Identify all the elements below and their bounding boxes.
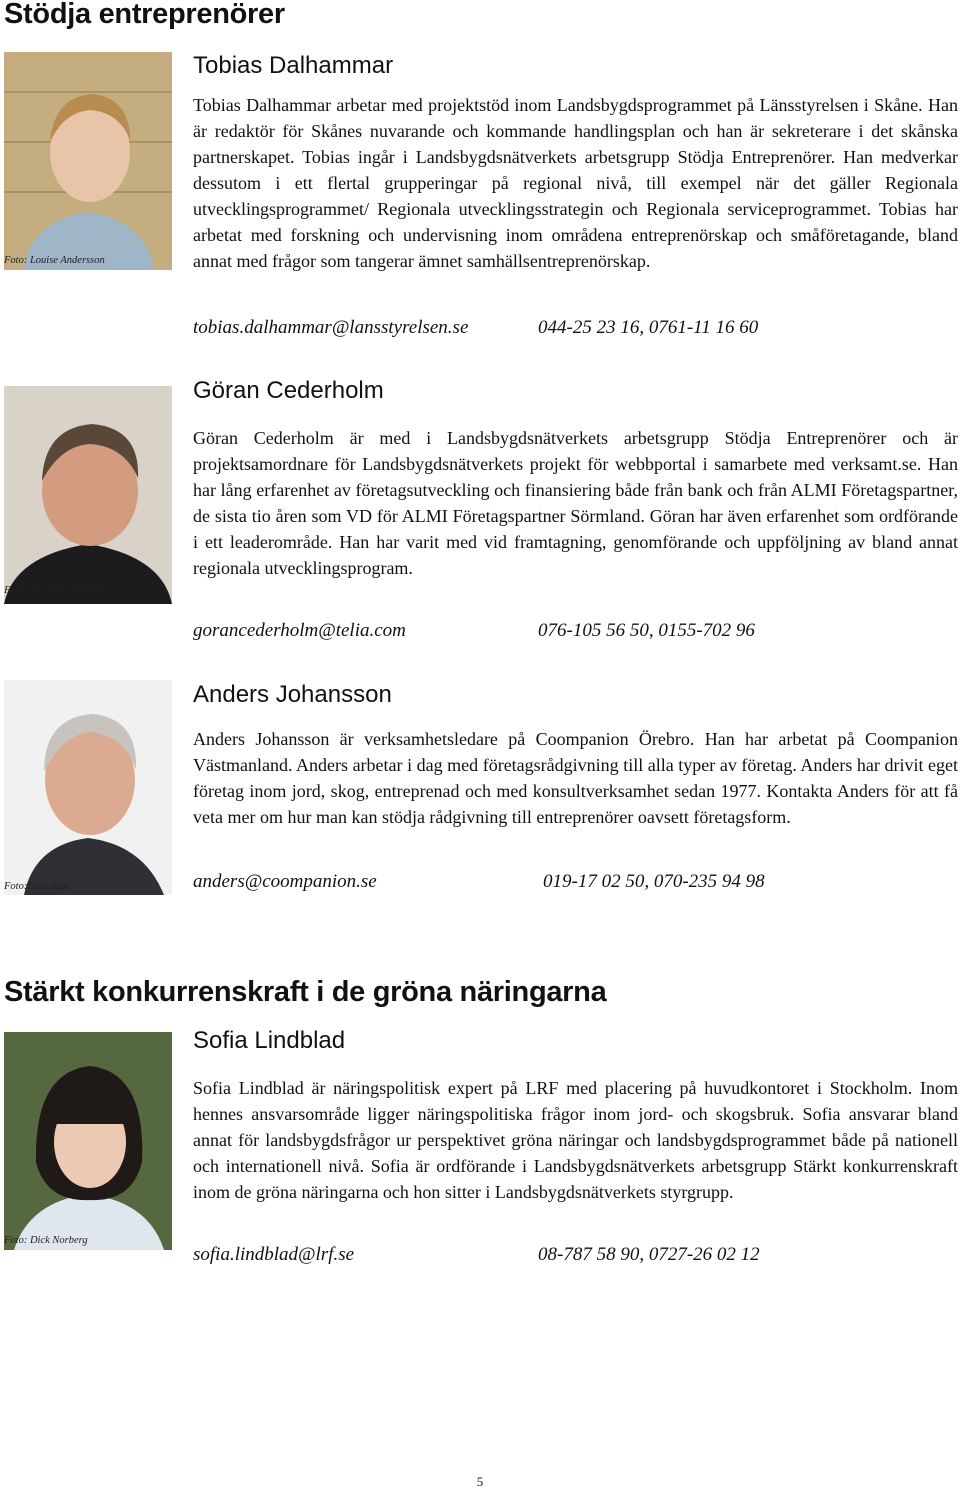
person-name: Tobias Dalhammar bbox=[193, 52, 394, 79]
person-name: Sofia Lindblad bbox=[193, 1027, 346, 1054]
email-link[interactable]: anders@coompanion.se bbox=[193, 871, 377, 892]
person-bio: Göran Cederholm är med i Landsbygdsnätverkets arbetsgrupp Stödja Entreprenörer och är projektsamordnare för Landsbygdsnätverkets projekt för webbportal i samarbete med verksamt.se. Han har lång erfarenhet av företagsutveckling och finansiering både från bank och från ALMI Företagspartner, de sista tio åren som VD för ALMI Företagspartner Sörmland. Göran har även erfarenhet som ordförande i ett leaderområde. Han har varit med vid framtagning, genomförande och uppföljning av bland annat regionala utvecklingsprogram. bbox=[193, 428, 958, 578]
person-name: Anders Johansson bbox=[193, 681, 392, 708]
person-profile-anders bbox=[0, 680, 960, 910]
person-bio: Anders Johansson är verksamhetsledare på Coompanion Örebro. Han har arbetat på Coompanion Västmanland. Anders arbetar i dag med företagsrådgivning till alla typer av företag. Anders har drivit eget företag inom jord, skog, entreprenad och med konsultverksamhet sedan 1977. Kontakta Anders för att få veta mer om hur man kan stödja rådgivning till entreprenörer oavsett företagsform. bbox=[193, 729, 958, 827]
contact-line bbox=[193, 1244, 760, 1266]
person-profile-goran bbox=[0, 377, 960, 673]
email-link[interactable]: tobias.dalhammar@lansstyrelsen.se bbox=[193, 317, 469, 338]
photo-credit: Foto: Louise Andersson bbox=[4, 255, 105, 266]
person-profile-sofia bbox=[0, 1027, 960, 1280]
photo-credit: Foto: Per-Arne Rynning bbox=[4, 585, 107, 596]
page-number: 5 bbox=[476, 1474, 484, 1489]
person-bio: Tobias Dalhammar arbetar med projektstöd inom Landsbygdsprogrammet på Länsstyrelsen i Skåne. Han är redaktör för Skånes nuvarande och kommande handlingsplan och han är sekreterare i det skånska partnerskapet. Tobias ingår i Landsbygdsnätverkets arbetsgrupp Stödja Entreprenörer. Han medverkar dessutom i ett flertal grupperingar på regional nivå, till exempel när det gäller Regionala utvecklingsprogrammet/ Regionala utvecklingsstrategin och Regionala serviceprogrammet. Tobias har arbetat med forskning och undervisning inom områdena entreprenörskap och småföretagande, bland annat med frågor som tangerar ämnet samhällsentreprenörskap. bbox=[193, 95, 958, 271]
phone-number: 019-17 02 50, 070-235 94 98 bbox=[543, 871, 765, 892]
phone-number: 08-787 58 90, 0727-26 02 12 bbox=[538, 1244, 760, 1265]
person-name: Göran Cederholm bbox=[193, 377, 384, 404]
portrait-photo bbox=[4, 1032, 172, 1250]
contact-line bbox=[193, 620, 755, 642]
section-title: Stärkt konkurrenskraft i de gröna näringarna bbox=[4, 976, 607, 1008]
person-bio: Sofia Lindblad är näringspolitisk expert på LRF med placering på huvudkontoret i Stockholm. Inom hennes ansvarsområde ligger näringspolitiska frågor inom jord- och skogsbruk. Sofia ansvarar bland annat för landsbygdsfrågor ur perspektivet gröna näringar och landsbygdsprogrammet både på nationell och internationell nivå. Sofia är ordförande i Landsbygdsnätverkets arbetsgrupp Stärkt konkurrenskraft inom de gröna näringarna och hon sitter i Landsbygdsnätverkets styrgrupp. bbox=[193, 1078, 958, 1202]
portrait-photo bbox=[4, 52, 172, 270]
section-title: Stödja entreprenörer bbox=[4, 0, 285, 30]
portrait-photo bbox=[4, 680, 172, 895]
person-profile-tobias bbox=[0, 52, 960, 352]
email-link[interactable]: gorancederholm@telia.com bbox=[193, 620, 406, 641]
contact-line bbox=[193, 317, 759, 339]
email-link[interactable]: sofia.lindblad@lrf.se bbox=[193, 1244, 355, 1265]
contact-line bbox=[193, 871, 765, 893]
phone-number: 044-25 23 16, 0761-11 16 60 bbox=[538, 317, 759, 338]
photo-credit: Foto:Emil Atak bbox=[4, 881, 69, 892]
phone-number: 076-105 56 50, 0155-702 96 bbox=[538, 620, 755, 641]
portrait-photo bbox=[4, 386, 172, 604]
photo-credit: Foto: Dick Norberg bbox=[4, 1235, 88, 1246]
